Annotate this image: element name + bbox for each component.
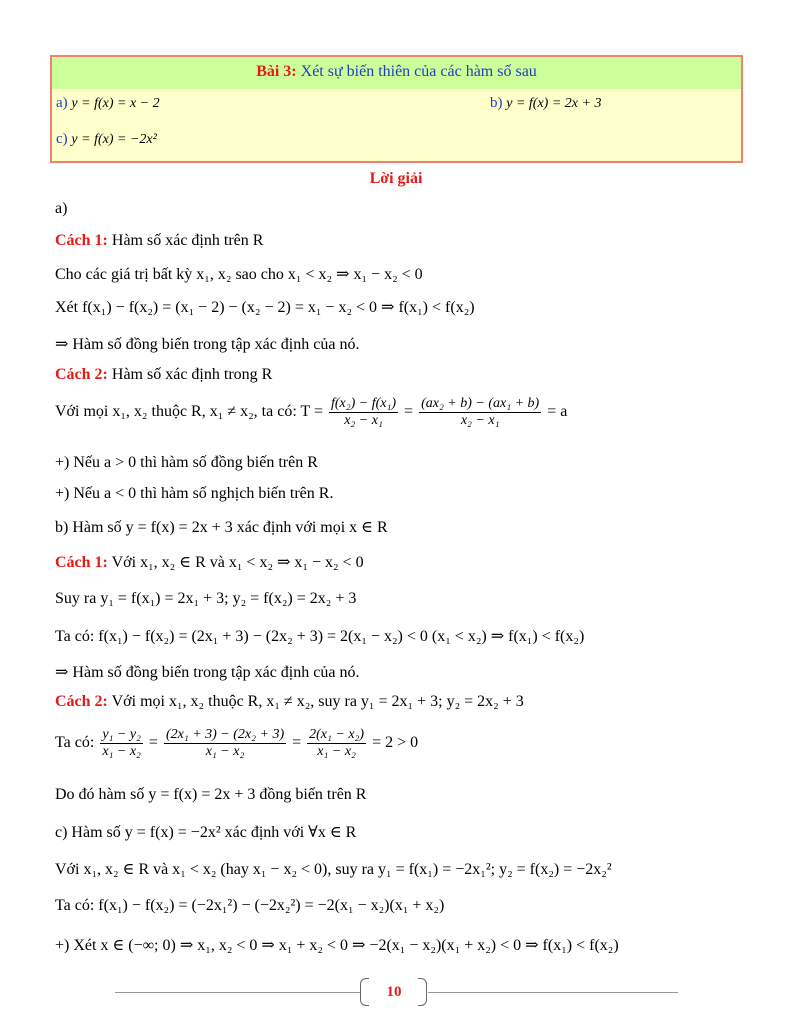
page-number: 10 bbox=[386, 984, 402, 1000]
text-line: Với x₁, x₂ ∈ R và x₁ < x₂ (hay x₁ − x₂ < 0), suy ra y₁ = f(x₁) = −2x₁²; y₂ = f(x₂) = −2x₂² bbox=[55, 861, 612, 878]
method2-line: Cách 2: Hàm số xác định trong R bbox=[55, 366, 273, 383]
method1-line: Cách 1: Hàm số xác định trên R bbox=[55, 232, 264, 249]
exercise-part-a: a) y = f(x) = x − 2 bbox=[56, 95, 160, 111]
method2-line: Cách 2: Với mọi x₁, x₂ thuộc R, x₁ ≠ x₂, suy ra y₁ = 2x₁ + 3; y₂ = 2x₂ + 3 bbox=[55, 693, 524, 710]
exercise-box bbox=[50, 55, 743, 163]
text-line: Do đó hàm số y = f(x) = 2x + 3 đồng biến trên R bbox=[55, 786, 367, 803]
fraction: $\frac{\text{(2x₁ + 3) − (2x₂ + 3)}}{\text{x₁ − x₂}}$ bbox=[165, 727, 285, 759]
text-line: Ta có: f(x₁) − f(x₂) = (−2x₁²) − (−2x₂²) = −2(x₁ − x₂)(x₁ + x₂) bbox=[55, 897, 445, 914]
fraction: $\frac{\text{(ax₂ + b) − (ax₁ + b)}}{\text{x₂ − x₁}}$ bbox=[421, 396, 540, 428]
fraction-line: Ta có: $\frac{\text{y₁ − y₂}}{\text{x₁ − x₂}}$ = $\frac{\text{(2x₁ + 3) − (2x₂ + 3)}}{\text{x₁ − x₂}}$ = $\frac{\text{2(x₁ − x₂)}}{\text{x₁ − x₂}}$ = 2 > 0 bbox=[55, 727, 419, 759]
exercise-text: Xét sự biến thiên của các hàm số sau bbox=[300, 63, 537, 80]
text-line: c) Hàm số y = f(x) = −2x² xác định với ∀x ∈ R bbox=[55, 824, 357, 841]
solution-title: Lời giải bbox=[369, 170, 423, 187]
part-a-heading: a) bbox=[55, 200, 68, 217]
text-line: +) Xét x ∈ (−∞; 0) ⇒ x₁, x₂ < 0 ⇒ x₁ + x₂ < 0 ⇒ −2(x₁ − x₂)(x₁ + x₂) < 0 ⇒ f(x₁) < f(x₂) bbox=[55, 937, 619, 954]
text-line: +) Nếu a < 0 thì hàm số nghịch biến trên R. bbox=[55, 485, 334, 502]
footer-divider-left bbox=[115, 992, 360, 993]
exercise-part-b: b) y = f(x) = 2x + 3 bbox=[490, 95, 602, 111]
page-bracket-right bbox=[418, 978, 427, 1006]
method1-line: Cách 1: Với x₁, x₂ ∈ R và x₁ < x₂ ⇒ x₁ − x₂ < 0 bbox=[55, 554, 364, 571]
fraction: $\frac{\text{2(x₁ − x₂)}}{\text{x₁ − x₂}}$ bbox=[309, 727, 365, 759]
exercise-label: Bài 3: bbox=[256, 63, 297, 80]
footer-divider-right bbox=[428, 992, 678, 993]
text-line: ⇒ Hàm số đồng biến trong tập xác định của nó. bbox=[55, 664, 360, 681]
fraction: $\frac{\text{f(x₂) − f(x₁)}}{\text{x₂ − x₁}}$ bbox=[330, 396, 397, 428]
fraction: $\frac{\text{y₁ − y₂}}{\text{x₁ − x₂}}$ bbox=[102, 727, 141, 759]
text-line: b) Hàm số y = f(x) = 2x + 3 xác định với mọi x ∈ R bbox=[55, 519, 388, 536]
text-line: Xét f(x₁) − f(x₂) = (x₁ − 2) − (x₂ − 2) = x₁ − x₂ < 0 ⇒ f(x₁) < f(x₂) bbox=[55, 299, 475, 316]
fraction-line: Với mọi x₁, x₂ thuộc R, x₁ ≠ x₂, ta có: T = $\frac{\text{f(x₂) − f(x₁)}}{\text{x₂ − x₁}}$ = $\frac{\text{(ax₂ + b) − (ax₁ + b)}}{\text{x₂ − x₁}}$ = a bbox=[55, 396, 568, 428]
exercise-part-c: c) y = f(x) = −2x² bbox=[56, 131, 157, 147]
exercise-header bbox=[52, 57, 741, 89]
text-line: Ta có: f(x₁) − f(x₂) = (2x₁ + 3) − (2x₂ + 3) = 2(x₁ − x₂) < 0 (x₁ < x₂) ⇒ f(x₁) < f(x₂) bbox=[55, 628, 585, 645]
text-line: ⇒ Hàm số đồng biến trong tập xác định của nó. bbox=[55, 336, 360, 353]
text-line: +) Nếu a > 0 thì hàm số đồng biến trên R bbox=[55, 454, 318, 471]
text-line: Suy ra y₁ = f(x₁) = 2x₁ + 3; y₂ = f(x₂) = 2x₂ + 3 bbox=[55, 590, 357, 607]
text-line: Cho các giá trị bất kỳ x₁, x₂ sao cho x₁ < x₂ ⇒ x₁ − x₂ < 0 bbox=[55, 266, 423, 283]
